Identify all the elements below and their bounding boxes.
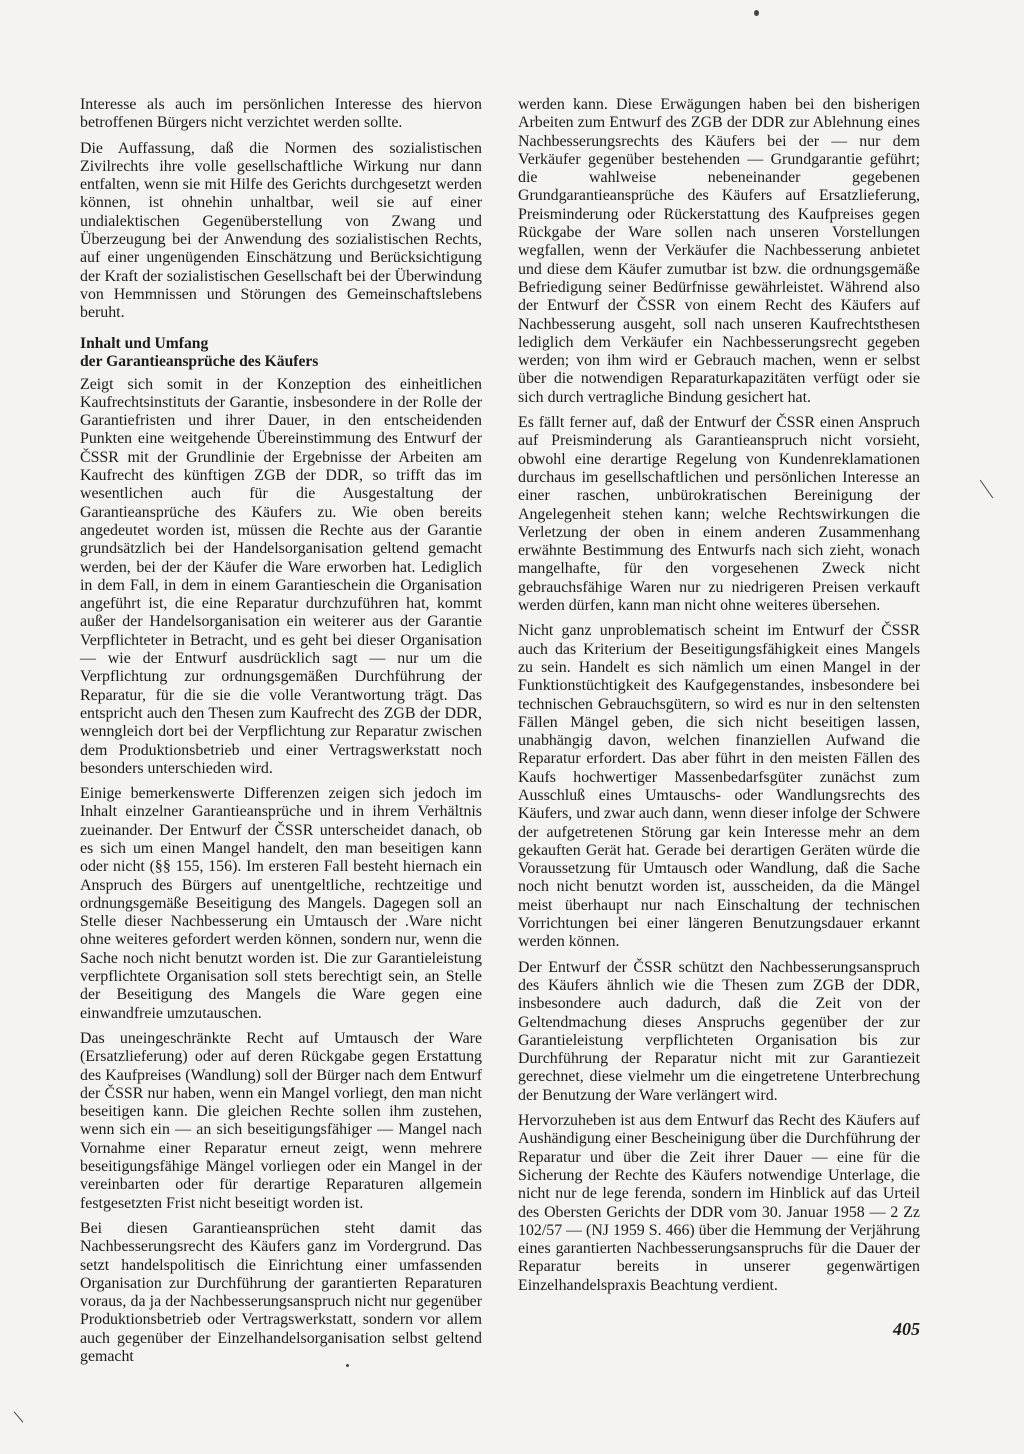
paragraph: Einige bemerkenswerte Differenzen zeigen sich jedoch im Inhalt einzelner Garantieansprüche und in ihrem Verhältnis zueinander. Der Entwurf der ČSSR unterscheidet danach, ob es sich um einen Mangel handelt, den man beseitigen kann oder nicht (§§ 155, 156). Im ersteren Fall besteht hiernach ein Anspruch des Bürgers auf unentgeltliche, rechtzeitige und ordnungsgemäße Beseitigung des Mangels. Dagegen soll an Stelle dieser Nachbesserung ein Umtausch der .Ware nicht ohne weiteres gefordert werden können, sondern nur, wenn die Sache noch nicht benutzt worden ist. Die zur Garantieleistung verpflichtete Organisation soll stets berechtigt sein, an Stelle der Beseitigung des Mangels die Ware gegen eine einwandfreie umzutauschen. (80, 785, 482, 1022)
scan-speck (14, 1411, 24, 1422)
paragraph: Es fällt ferner auf, daß der Entwurf der ČSSR einen Anspruch auf Preisminderung als Garantieanspruch nicht vorsieht, obwohl eine derartige Regelung von Kundenreklamationen durchaus im gesellschaftlichen und persönlichen Interesse an einer raschen, unbürokratischen Bereinigung der Angelegenheit stehen kann; welche Rechtswirkungen die Verletzung der oben in einem anderen Zusammenhang erwähnte Bestimmung des Entwurfs nach sich zieht, wonach mangelhafte, für den vorgesehenen Zweck nicht gebrauchsfähige Waren nur zu niedrigeren Preisen verkauft werden dürfen, kann man nicht ohne weiteres übersehen. (518, 414, 920, 615)
paragraph: Die Auffassung, daß die Normen des sozialistischen Zivilrechts ihre volle gesellschaftliche Wirkung nur dann entfalten, wenn sie mit Hilfe des Gerichts durchgesetzt werden können, ist ohnehin unhaltbar, weil sie auf einer undialektischen Gegenüberstellung von Zwang und Überzeugung bei der Anwendung des sozialistischen Rechts, auf einer ungenügenden Einschätzung und Berücksichtigung der Kraft der sozialistischen Gesellschaft bei der Überwindung von Hemmnissen und Störungen des Gemeinschaftslebens beruht. (80, 139, 482, 322)
scan-speck (754, 10, 759, 16)
paragraph: Der Entwurf der ČSSR schützt den Nachbesserungsanspruch des Käufers ähnlich wie die Thesen zum ZGB der DDR, insbesondere auch dadurch, daß die Zeit von der Geltendmachung dieses Anspruchs gegenüber der zur Garantieleistung verpflichteten Organisation bis zur Durchführung der Reparatur nicht mit zur Garantiezeit gerechnet, diese vielmehr um die eingetretene Unterbrechung der Benutzung der Ware verlängert wird. (518, 958, 920, 1104)
scan-speck (346, 1364, 349, 1367)
paragraph: Interesse als auch im persönlichen Interesse des hiervon betroffenen Bürgers nicht verzichtet werden sollte. (80, 96, 482, 132)
paragraph: Bei diesen Garantieansprüchen steht damit das Nachbesserungsrecht des Käufers ganz im Vordergrund. Das setzt handelspolitisch die Einrichtung einer umfassenden Organisation zur Durchführung der garantierten Reparaturen voraus, da ja der Nachbesserungsanspruch nicht nur gegenüber Produktionsbetrieb oder Vertragswerkstatt, sondern vor allem auch gegenüber der Einzelhandelsorganisation selbst geltend gemacht (80, 1219, 482, 1365)
section-heading-line: der Garantieansprüche des Käufers (80, 352, 319, 370)
right-column (518, 96, 920, 1302)
section-heading (80, 335, 482, 371)
left-column (80, 96, 482, 1373)
page-number: 405 (893, 1319, 920, 1339)
paragraph: Nicht ganz unproblematisch scheint im Entwurf der ČSSR auch das Kriterium der Beseitigungsfähigkeit eines Mangels zu sein. Handelt es sich nämlich um einen Mangel in der Funktionstüchtigkeit des Kaufgegenstandes, insbesondere bei technischen Gebrauchsgütern, so wird es nur in den seltensten Fällen Mängel geben, die sich nicht beseitigen lassen, unabhängig davon, welchen finanziellen Aufwand die Reparatur erfordert. Das aber führt in den meisten Fällen des Kaufs hochwertiger Massenbedarfsgüter zunächst zum Ausschluß eines Umtauschs- oder Wandlungsrechts des Käufers, und zwar auch dann, wenn dieser infolge der Schwere der aufgetretenen Störung gar kein Interesse mehr an dem gekauften Gerät hat. Gerade bei derartigen Geräten würde die Voraussetzung für Umtausch oder Wandlung, daß die Sache noch nicht benutzt worden ist, ausscheiden, da die Mängel meist überhaupt nur nach Einschaltung der technischen Vorrichtungen bei einer längeren Benutzungsdauer erkannt werden können. (518, 622, 920, 951)
paragraph: werden kann. Diese Erwägungen haben bei den bisherigen Arbeiten zum Entwurf des ZGB der DDR zur Ablehnung eines Nachbesserungsrechts des Käufers bei der — nur dem Verkäufer gegenüber bestehenden — Grundgarantie geführt; die wahlweise nebeneinander gegebenen Grundgarantieansprüche des Käufers auf Ersatzlieferung, Preisminderung oder Rückerstattung des Kaufpreises gegen Rückgabe der Ware sollen nach unseren Vorstellungen wegfallen, wenn der Verkäufer die Nachbesserung anbietet und diese dem Käufer zumutbar ist bzw. die ordnungsgemäße Befriedigung seiner Bedürfnisse gewährleistet. Während also der Entwurf der ČSSR von einem Recht des Käufers auf Nachbesserung ausgeht, soll nach unseren Kaufrechtsthesen lediglich dem Verkäufer ein Nachbesserungsrecht gegeben werden; von ihm wird er Gebrauch machen, wenn er selbst über die notwendigen Reparaturkapazitäten verfügt oder sie sich durch vertragliche Bindung gesichert hat. (518, 96, 920, 406)
paragraph: Das uneingeschränkte Recht auf Umtausch der Ware (Ersatzlieferung) oder auf deren Rückgabe gegen Erstattung des Kaufpreises (Wandlung) soll der Bürger nach dem Entwurf der ČSSR nur haben, wenn ein Mangel vorliegt, den man nicht beseitigen kann. Die gleichen Rechte sollen ihm zustehen, wenn sich ein — an sich beseitigungsfähiger — Mangel nach Vornahme einer Reparatur erneut zeigt, wenn mehrere beseitigungsfähige Mängel vorliegen oder ein Mangel in der vereinbarten oder für derartige Reparaturen allgemein festgesetzten Frist nicht beseitigt worden ist. (80, 1029, 482, 1212)
section-heading-line: Inhalt und Umfang (80, 334, 209, 352)
scan-speck (980, 480, 993, 499)
paragraph: Hervorzuheben ist aus dem Entwurf das Recht des Käufers auf Aushändigung einer Bescheinigung über die Durchführung der Reparatur und über die Zeit ihrer Dauer — eine für die Sicherung der Rechte des Käufers notwendige Unterlage, die nicht nur de lege ferenda, sondern im Hinblick auf das Urteil des Obersten Gerichts der DDR vom 30. Januar 1958 — 2 Zz 102/57 — (NJ 1959 S. 466) über die Hemmung der Verjährung eines garantierten Nachbesserungsanspruchs für die Dauer der Reparatur bereits in unserer gegenwärtigen Einzelhandelspraxis Beachtung verdient. (518, 1112, 920, 1294)
paragraph: Zeigt sich somit in der Konzeption des einheitlichen Kaufrechtsinstituts der Garantie, insbesondere in der Rolle der Garantiefristen und ihrer Dauer, in den entscheidenden Punkten eine weitgehende Übereinstimmung des Entwurf der ČSSR mit der Grundlinie der Ergebnisse der Arbeiten am Kaufrecht des künftigen ZGB der DDR, so trifft das im wesentlichen auch für die Ausgestaltung der Garantieansprüche des Käufers zu. Wie oben bereits angedeutet worden ist, müssen die Rechte aus der Garantie grundsätzlich bei der Handelsorganisation geltend gemacht werden, bei der der Käufer die Ware erworben hat. Lediglich in dem Fall, in dem in einem Garantieschein die Organisation angeführt ist, die eine Reparatur durchzuführen hat, kommt außer der Handelsorganisation ein weiterer aus der Garantie Verpflichteter in Betracht, und es geht bei dieser Organisation — wie der Entwurf ausdrücklich sagt — nur um die Verpflichtung zur ordnungsgemäßen Durchführung der Reparatur, für die sie die volle Verantwortung trägt. Das entspricht auch den Thesen zum Kaufrecht des ZGB der DDR, wenngleich dort bei der Verpflichtung zur Reparatur zwischen dem Produktionsbetrieb und einer Vertragswerkstatt noch besonders unterschieden wird. (80, 375, 482, 777)
